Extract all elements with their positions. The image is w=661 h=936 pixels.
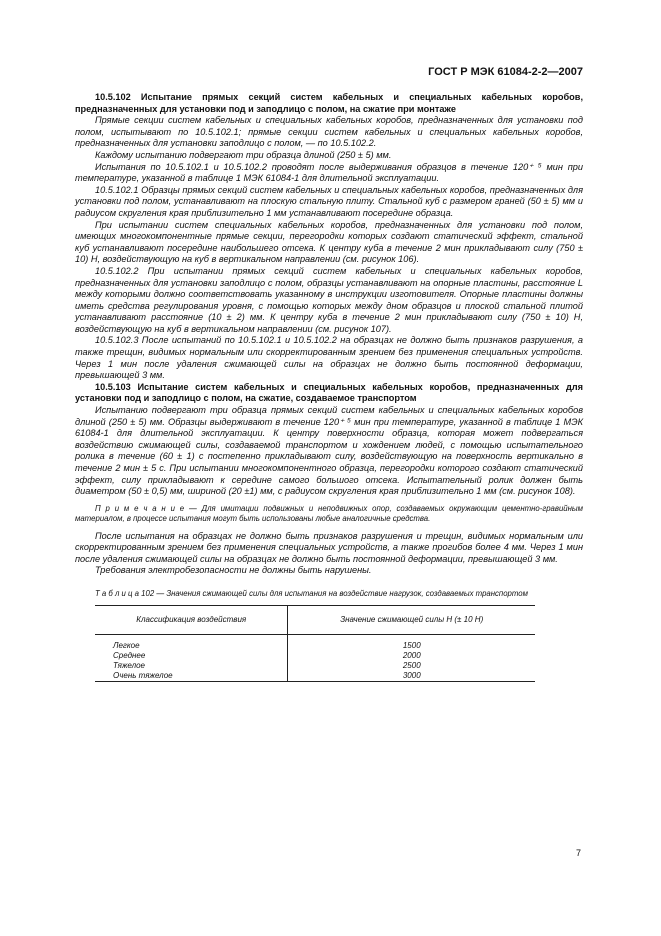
paragraph: Требования электробезопасности не должны быть нарушены. xyxy=(95,565,372,576)
paragraph: Испытанию подвергают три образца прямых секций систем кабельных и специальных кабельных коробов длиной (250 ± 5) мм. Образцы выдерживают в течение 120⁺ ⁵ мин при температуре, указанной в таблице 1 МЭК 61084-1 для длительной эксплуатации. К центру поверхности образца, которая может подвергаться воздействию сжимающей силы, создаваемой транспортом и хождением людей, с помощью испытательного ролика в течение (60 ± 1) с постепенно прикладывают силу, воздействующую на поверхность вертикально в течение 2 мин ± 5 с. При испытании многокомпонентного образца, перегородки которого создают статический эффект, силу прикладывают к середине самого большого отсека. Испытательный ролик должен быть диаметром (50 ± 0,5) мм, шириной (20 ±1) мм, с радиусом скругления края приблизительно 1 мм (см. рисунок 108). xyxy=(75,405,583,497)
section-title-10-5-102: 10.5.102 Испытание прямых секций систем кабельных и специальных кабельных коробов, предназначенных для установки под и заподлицо с полом, на сжатие при монтаже xyxy=(75,92,583,114)
table-cell: Легкое xyxy=(95,634,288,651)
paragraph: 10.5.102.3 После испытаний по 10.5.102.1 и 10.5.102.2 на образцах не должно быть признаков разрушения, а также трещин, видимых нормальным или скорректированным зрением без применения специальных устройств. Через 1 мин после удаления сжимающей силы на образцах не должно быть постоянной деформации, превышающей 3 мм. xyxy=(75,335,583,381)
document-body xyxy=(75,92,583,682)
page-header: ГОСТ Р МЭК 61084-2-2—2007 xyxy=(428,66,583,78)
table-cell: Тяжелое xyxy=(95,661,288,671)
note: П р и м е ч а н и е — Для имитации подвижных и неподвижных опор, создаваемых окружающим цементно-гравийным материалом, в процессе испытания могут быть использованы любые аналогичные средства. xyxy=(75,503,583,524)
table-header: Классификация воздействия xyxy=(95,606,288,635)
paragraph: 10.5.102.2 При испытании прямых секций систем кабельных и специальных кабельных коробов, предназначенных для установки заподлицо с полом, образцы устанавливают на опорные пластины, расстояние L между которыми должно соответствовать указанному в инструкции изготовителя. Опорные пластины должны иметь средства регулирования уровня, с помощью которых между дном образцов и плоской стальной плитой устанавливают расстояние (10 ± 2) мм. К центру куба в течение 2 мин прикладывают силу (750 ± 10) Н, воздействующую на куб в вертикальном направлении (см. рисунок 107). xyxy=(75,265,583,334)
table-cell: 2000 xyxy=(402,650,421,660)
table-cell: 3000 xyxy=(288,671,535,682)
paragraph: 10.5.102.1 Образцы прямых секций систем кабельных и специальных кабельных коробов, предназначенных для установки под полом, устанавливают на плоскую стальную плиту. Стальной куб с размером граней (50 ± 5) мм и радиусом скругления края приблизительно 1 мм устанавливают посередине образца. xyxy=(75,184,583,218)
section-title-10-5-103: 10.5.103 Испытание систем кабельных и специальных кабельных коробов, предназначенных для установки под и заподлицо с полом, на сжатие, создаваемое транспортом xyxy=(75,381,583,404)
paragraph: Прямые секции систем кабельных и специальных кабельных коробов, предназначенных для установки под полом, испытывают по 10.5.102.1; прямые секции систем кабельных и специальных кабельных коробов, предназначенных для установки заподлицо с полом, — по 10.5.102.2. xyxy=(75,115,583,149)
paragraph: Каждому испытанию подвергают три образца длиной (250 ± 5) мм. xyxy=(95,149,392,160)
table-cell: Очень тяжелое xyxy=(95,671,288,682)
table-header: Значение сжимающей силы Н (± 10 Н) xyxy=(288,606,535,635)
force-table xyxy=(95,605,535,682)
paragraph: При испытании систем специальных кабельных коробов, предназначенных для установки под полом, имеющих многокомпонентные прямые секции, перегородки которых создают статический эффект, стальной куб устанавливают посередине наибольшего отсека. К центру куба в течение 2 мин прикладывают силу (750 ± 10) Н, воздействующую на куб в вертикальном направлении (см. рисунок 106). xyxy=(75,219,583,265)
paragraph: Испытания по 10.5.102.1 и 10.5.102.2 проводят после выдерживания образцов в течение 120⁺ ⁵ мин при температуре, указанной в таблице 1 МЭК 61084-1 для длительной эксплуатации. xyxy=(75,161,583,184)
table-cell: Среднее xyxy=(95,651,288,661)
table-cell: 1500 xyxy=(402,640,421,650)
table-cell: 2500 xyxy=(402,660,421,670)
table-caption: Т а б л и ц а 102 — Значения сжимающей силы для испытания на воздействие нагрузок, создаваемых транспортом xyxy=(95,588,528,598)
page-number: 7 xyxy=(575,848,581,858)
paragraph: После испытания на образцах не должно быть признаков разрушения и трещин, видимых нормальным или скорректированным зрением без применения специальных устройств, а также прогибов более 4 мм. Через 1 мин после удаления сжимающей силы на образцах не должно быть постоянной деформации, превышающей 3 мм. xyxy=(75,530,583,564)
